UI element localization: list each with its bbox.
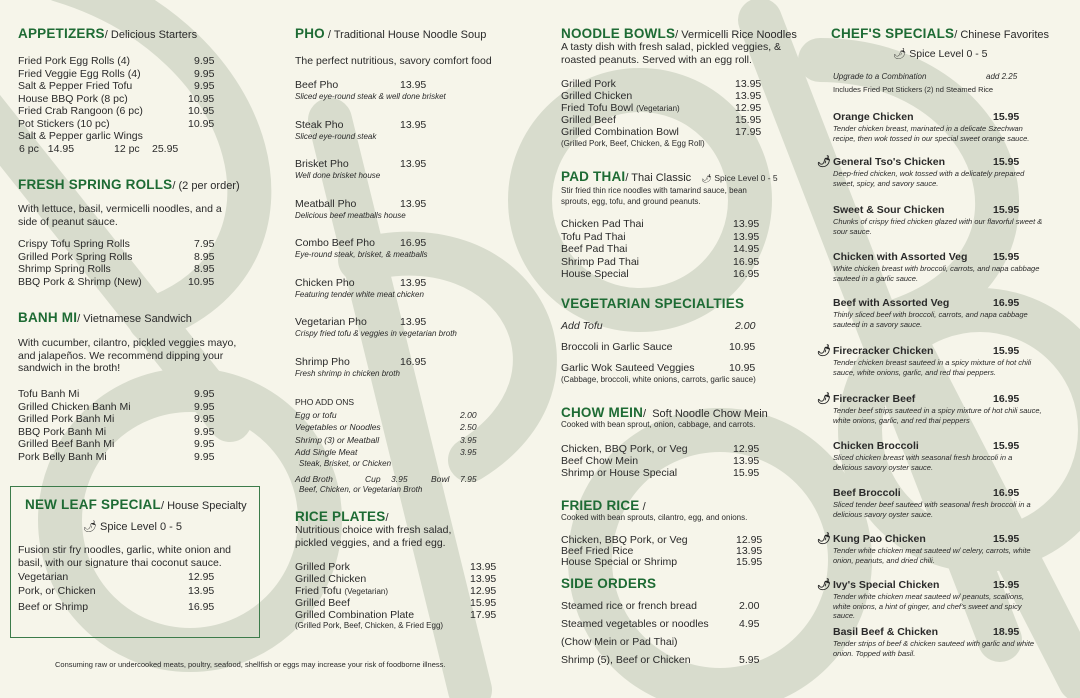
pad-thai-heading: PAD THAI/ Thai Classic 🌶 Spice Level 0 - 5	[561, 169, 778, 184]
list-item: Beef Fried Rice 13.95	[561, 545, 763, 557]
pepper-icon: 🌶	[817, 156, 831, 168]
chef-combo-desc: Includes Fried Pot Stickers (2) nd Steamed Rice	[833, 85, 994, 94]
list-item: Grilled Combination Bowl 17.95	[561, 126, 762, 138]
footer-disclaimer: Consuming raw or undercooked meats, poultry, seafood, shellfish or eggs may increase your risk of foodborne illness.	[55, 660, 446, 669]
list-item: Beef Chow Mein 13.95	[561, 455, 760, 467]
list-item: House Special 16.95	[561, 268, 760, 280]
list-item: Chicken, BBQ Pork, or Veg 12.95	[561, 534, 763, 546]
noodle-bowls-heading: NOODLE BOWLS/ Vermicelli Rice Noodles	[561, 26, 797, 41]
list-item: Grilled Combination Plate 17.95	[295, 609, 497, 621]
fried-rice-heading: FRIED RICE /	[561, 498, 646, 513]
add-broth-row: Add Broth Cup 3.95 Bowl 7.95	[295, 473, 477, 484]
list-item: Fried Crab Rangoon (6 pc) 10.95	[18, 105, 215, 117]
list-item: Salt & Pepper garlic Wings	[18, 130, 143, 142]
list-item: Grilled Beef 15.95	[561, 114, 762, 126]
list-item: Add Tofu 2.00	[561, 320, 756, 332]
chef-item: 🌶 Firecracker Chicken 15.95 Tender chicken breast sauteed in a spicy mixture of hot chili sauce, white onions, garlic, and red thai peppers.	[817, 345, 1032, 377]
list-item: House Special or Shrimp 15.95	[561, 556, 763, 568]
pad-thai-desc: Stir fried thin rice noodles with tamarind sauce, bean sprouts, egg, tofu, and ground peanuts.	[561, 186, 747, 206]
chef-combo: Upgrade to a Combination add 2.25	[833, 72, 1018, 81]
rice-plates-list	[295, 561, 535, 631]
list-item: Beef Pad Thai 14.95	[561, 243, 760, 255]
new-leaf-heading: NEW LEAF SPECIAL/ House Specialty	[25, 497, 247, 512]
list-item: Grilled Pork 13.95	[561, 78, 762, 90]
new-leaf-special-box	[10, 486, 260, 638]
list-item: Steamed rice or french bread 2.00	[561, 600, 760, 612]
banh-mi-desc: With cucumber, cilantro, pickled veggies mayo, and jalapeños. We recommend dipping your sandwich in the broth!	[18, 337, 237, 374]
pho-list	[295, 79, 535, 395]
list-item: Vegetarian 12.95	[18, 571, 215, 583]
list-item: Fried Tofu (Vegetarian) 12.95	[295, 585, 497, 597]
spring-rolls-heading: FRESH SPRING ROLLS/ (2 per order)	[18, 177, 240, 192]
chef-item: Orange Chicken 15.95 Tender chicken breast, marinated in a delicate Szechwan recipe, then wok tossed in our special sweet orange sauce.	[833, 111, 1030, 143]
pepper-icon: 🌶	[817, 393, 831, 405]
list-item: Grilled Pork 13.95	[295, 561, 497, 573]
pho-heading: PHO / Traditional House Noodle Soup	[295, 26, 487, 41]
chef-heading: CHEF'S SPECIALS/ Chinese Favorites	[831, 26, 1050, 41]
pho-addons	[295, 396, 495, 495]
list-item: Shrimp or House Special 15.95	[561, 467, 760, 479]
pad-thai-list	[561, 218, 801, 281]
list-item: Pot Stickers (10 pc) 10.95	[18, 117, 215, 130]
list-item: Vegetables or Noodles 2.50	[295, 422, 477, 432]
list-item: Grilled Pork Banh Mi 9.95	[18, 413, 215, 425]
list-item: Tofu Pad Thai 13.95	[561, 230, 760, 243]
new-leaf-spice: 🌶 Spice Level 0 - 5	[83, 521, 182, 533]
list-item: Steamed vegetables or noodles 4.95	[561, 618, 760, 630]
appetizers-heading: APPETIZERS/ Delicious Starters	[18, 26, 198, 41]
list-item: Add Single Meat 3.95	[295, 447, 477, 457]
list-item: Fried Tofu Bowl (Vegetarian) 12.95	[561, 102, 762, 114]
list-item: Chicken Pho 13.95 Featuring tender white meat chicken	[295, 276, 427, 299]
list-item: Grilled Chicken Banh Mi 9.95	[18, 400, 215, 413]
side-orders-heading: SIDE ORDERS	[561, 576, 657, 591]
list-item: (Chow Mein or Pad Thai)	[561, 636, 678, 648]
spring-rolls-desc: With lettuce, basil, vermicelli noodles, and a side of peanut sauce.	[18, 203, 222, 228]
pepper-icon: 🌶	[817, 579, 831, 591]
list-item: Beef Pho 13.95 Sliced eye-round steak & well done brisket	[295, 79, 446, 101]
list-item: Shrimp Spring Rolls 8.95	[18, 263, 215, 275]
broth-desc: Beef, Chicken, or Vegetarian Broth	[299, 485, 423, 494]
noodle-bowls-desc: A tasty dish with fresh salad, pickled veggies, & roasted peanuts. Served with an egg roll.	[561, 41, 782, 66]
pepper-icon: 🌶	[83, 521, 97, 533]
list-item: BBQ Pork & Shrimp (New) 10.95	[18, 275, 215, 288]
banh-mi-list	[18, 388, 258, 463]
list-item: Brisket Pho 13.95 Well done brisket house	[295, 158, 427, 180]
chef-item: Beef with Assorted Veg 16.95 Thinly sliced beef with broccoli, carrots, and napa cabbage sauteed in a savory sauce.	[833, 297, 1028, 329]
list-item: Fried Veggie Egg Rolls (4) 9.95	[18, 67, 215, 80]
list-item: Grilled Beef 15.95	[295, 597, 497, 609]
fried-rice-list	[561, 534, 801, 567]
pepper-icon: 🌶	[817, 345, 831, 357]
pho-addons-title: PHO ADD ONS	[295, 397, 355, 407]
appetizers-list	[18, 55, 258, 155]
list-item: Pork, or Chicken 13.95	[18, 585, 215, 597]
list-item: Crispy Tofu Spring Rolls 7.95	[18, 238, 215, 250]
list-item: Salt & Pepper Fried Tofu 9.95	[18, 80, 215, 92]
list-item: Pork Belly Banh Mi 9.95	[18, 450, 215, 463]
list-item: Shrimp (5), Beef or Chicken 5.95	[561, 654, 760, 666]
chef-item: 🌶 Ivy's Special Chicken 15.95 Tender white chicken meat sauteed w/ peanuts, scallions, white onions, a hint of ginger, and chef's sweet and spicy sauce.	[817, 579, 1025, 620]
list-item: Tofu Banh Mi 9.95	[18, 388, 215, 400]
spring-rolls-list	[18, 238, 258, 288]
pepper-icon: 🌶	[893, 48, 907, 60]
new-leaf-desc: Fusion stir fry noodles, garlic, white onion and basil, with our signature thai coconut sauce.	[18, 544, 232, 569]
list-item: Shrimp (3) or Meatball 3.95	[295, 434, 477, 445]
banh-mi-heading: BANH MI/ Vietnamese Sandwich	[18, 310, 192, 325]
list-item: Grilled Chicken 13.95	[295, 573, 497, 585]
chef-item: 🌶 Firecracker Beef 16.95 Tender beef strips sauteed in a spicy mixture of hot chili sauce, white onions, garlic, and red thai peppers	[817, 393, 1042, 425]
chef-item: Basil Beef & Chicken 18.95 Tender strips of beef & chicken sauteed with garlic and white onion. Topped with basil.	[833, 626, 1035, 658]
list-item: Vegetarian Pho 13.95 Crispy fried tofu & veggies in vegetarian broth	[295, 316, 457, 338]
list-item: Chicken Pad Thai 13.95	[561, 218, 760, 230]
list-item: BBQ Pork Banh Mi 9.95	[18, 425, 215, 438]
pepper-icon: 🌶	[701, 173, 712, 183]
single-meat-desc: Steak, Brisket, or Chicken	[299, 458, 392, 468]
chef-spice: 🌶 Spice Level 0 - 5	[893, 48, 988, 60]
list-item: Grilled Beef Banh Mi 9.95	[18, 438, 215, 450]
vegetarian-list	[561, 320, 801, 384]
rice-plates-desc: Nutritious choice with fresh salad, pickled veggies, and a fried egg.	[295, 524, 452, 549]
list-item: Grilled Chicken 13.95	[561, 90, 762, 102]
chef-item: 🌶 General Tso's Chicken 15.95 Deep-fried chicken, wok tossed with a delicately prepared sweet, spicy, and savory sauce.	[817, 156, 1025, 188]
list-item: Beef or Shrimp 16.95	[18, 601, 215, 613]
list-item: Broccoli in Garlic Sauce 10.95	[561, 341, 756, 353]
noodle-bowls-list	[561, 78, 801, 150]
chef-item: Chicken Broccoli 15.95 Sliced chicken breast with seasonal fresh broccoli in a delicious savory oyster sauce.	[833, 440, 1020, 472]
list-item: House BBQ Pork (8 pc) 10.95	[18, 92, 215, 105]
list-item: Grilled Pork Spring Rolls 8.95	[18, 250, 215, 263]
list-item: Shrimp Pho 16.95 Fresh shrimp in chicken broth	[295, 355, 427, 378]
list-item: Garlic Wok Sauteed Veggies 10.95	[561, 362, 756, 374]
fried-rice-desc: Cooked with bean sprouts, cilantro, egg, and onions.	[561, 513, 748, 522]
list-item: Chicken, BBQ Pork, or Veg 12.95	[561, 443, 760, 455]
pepper-icon: 🌶	[817, 533, 831, 545]
vegetarian-note: (Cabbage, broccoli, white onions, carrots, garlic sauce)	[561, 375, 756, 384]
new-leaf-list	[18, 571, 248, 614]
pho-desc: The perfect nutritious, savory comfort food	[295, 55, 492, 67]
rice-plates-combo-note: (Grilled Pork, Beef, Chicken, & Fried Egg)	[295, 621, 444, 630]
rice-plates-heading: RICE PLATES/	[295, 509, 389, 524]
list-item: Egg or tofu 2.00	[295, 409, 477, 420]
vegetarian-heading: VEGETARIAN SPECIALTIES	[561, 296, 745, 311]
chow-mein-desc: Cooked with bean sprout, onion, cabbage, and carrots.	[561, 420, 756, 429]
chef-item: Beef Broccoli 16.95 Sliced tender beef sauteed with seasonal fresh broccoli in a delicious savory oyster sauce.	[833, 487, 1031, 519]
list-item: Shrimp Pad Thai 16.95	[561, 255, 760, 268]
chow-mein-heading: CHOW MEIN/ Soft Noodle Chow Mein	[561, 405, 768, 420]
chef-item: 🌶 Kung Pao Chicken 15.95 Tender white chicken meat sauteed w/ celery, carrots, white onion, peanuts, and dried chili.	[817, 533, 1031, 565]
list-item: Fried Pork Egg Rolls (4) 9.95	[18, 55, 215, 67]
chef-item: Sweet & Sour Chicken 15.95 Chunks of crispy fried chicken glazed with our flavorful sweet & sour sauce.	[833, 204, 1043, 236]
list-item: Meatball Pho 13.95 Delicious beef meatballs house	[295, 197, 427, 220]
noodle-bowls-combo-note: (Grilled Pork, Beef, Chicken, & Egg Roll)	[561, 139, 705, 148]
wings-prices: 6 pc 14.95 12 pc 25.95	[19, 142, 179, 155]
side-orders-list	[561, 600, 801, 666]
list-item: Steak Pho 13.95 Sliced eye-round steak	[295, 118, 427, 141]
chef-item: Chicken with Assorted Veg 15.95 White chicken breast with broccoli, carrots, and napa cabbage sauteed in a garlic sauce.	[833, 251, 1040, 283]
list-item: Combo Beef Pho 16.95 Eye-round steak, brisket, & meatballs	[295, 237, 428, 259]
chow-mein-list	[561, 443, 801, 479]
